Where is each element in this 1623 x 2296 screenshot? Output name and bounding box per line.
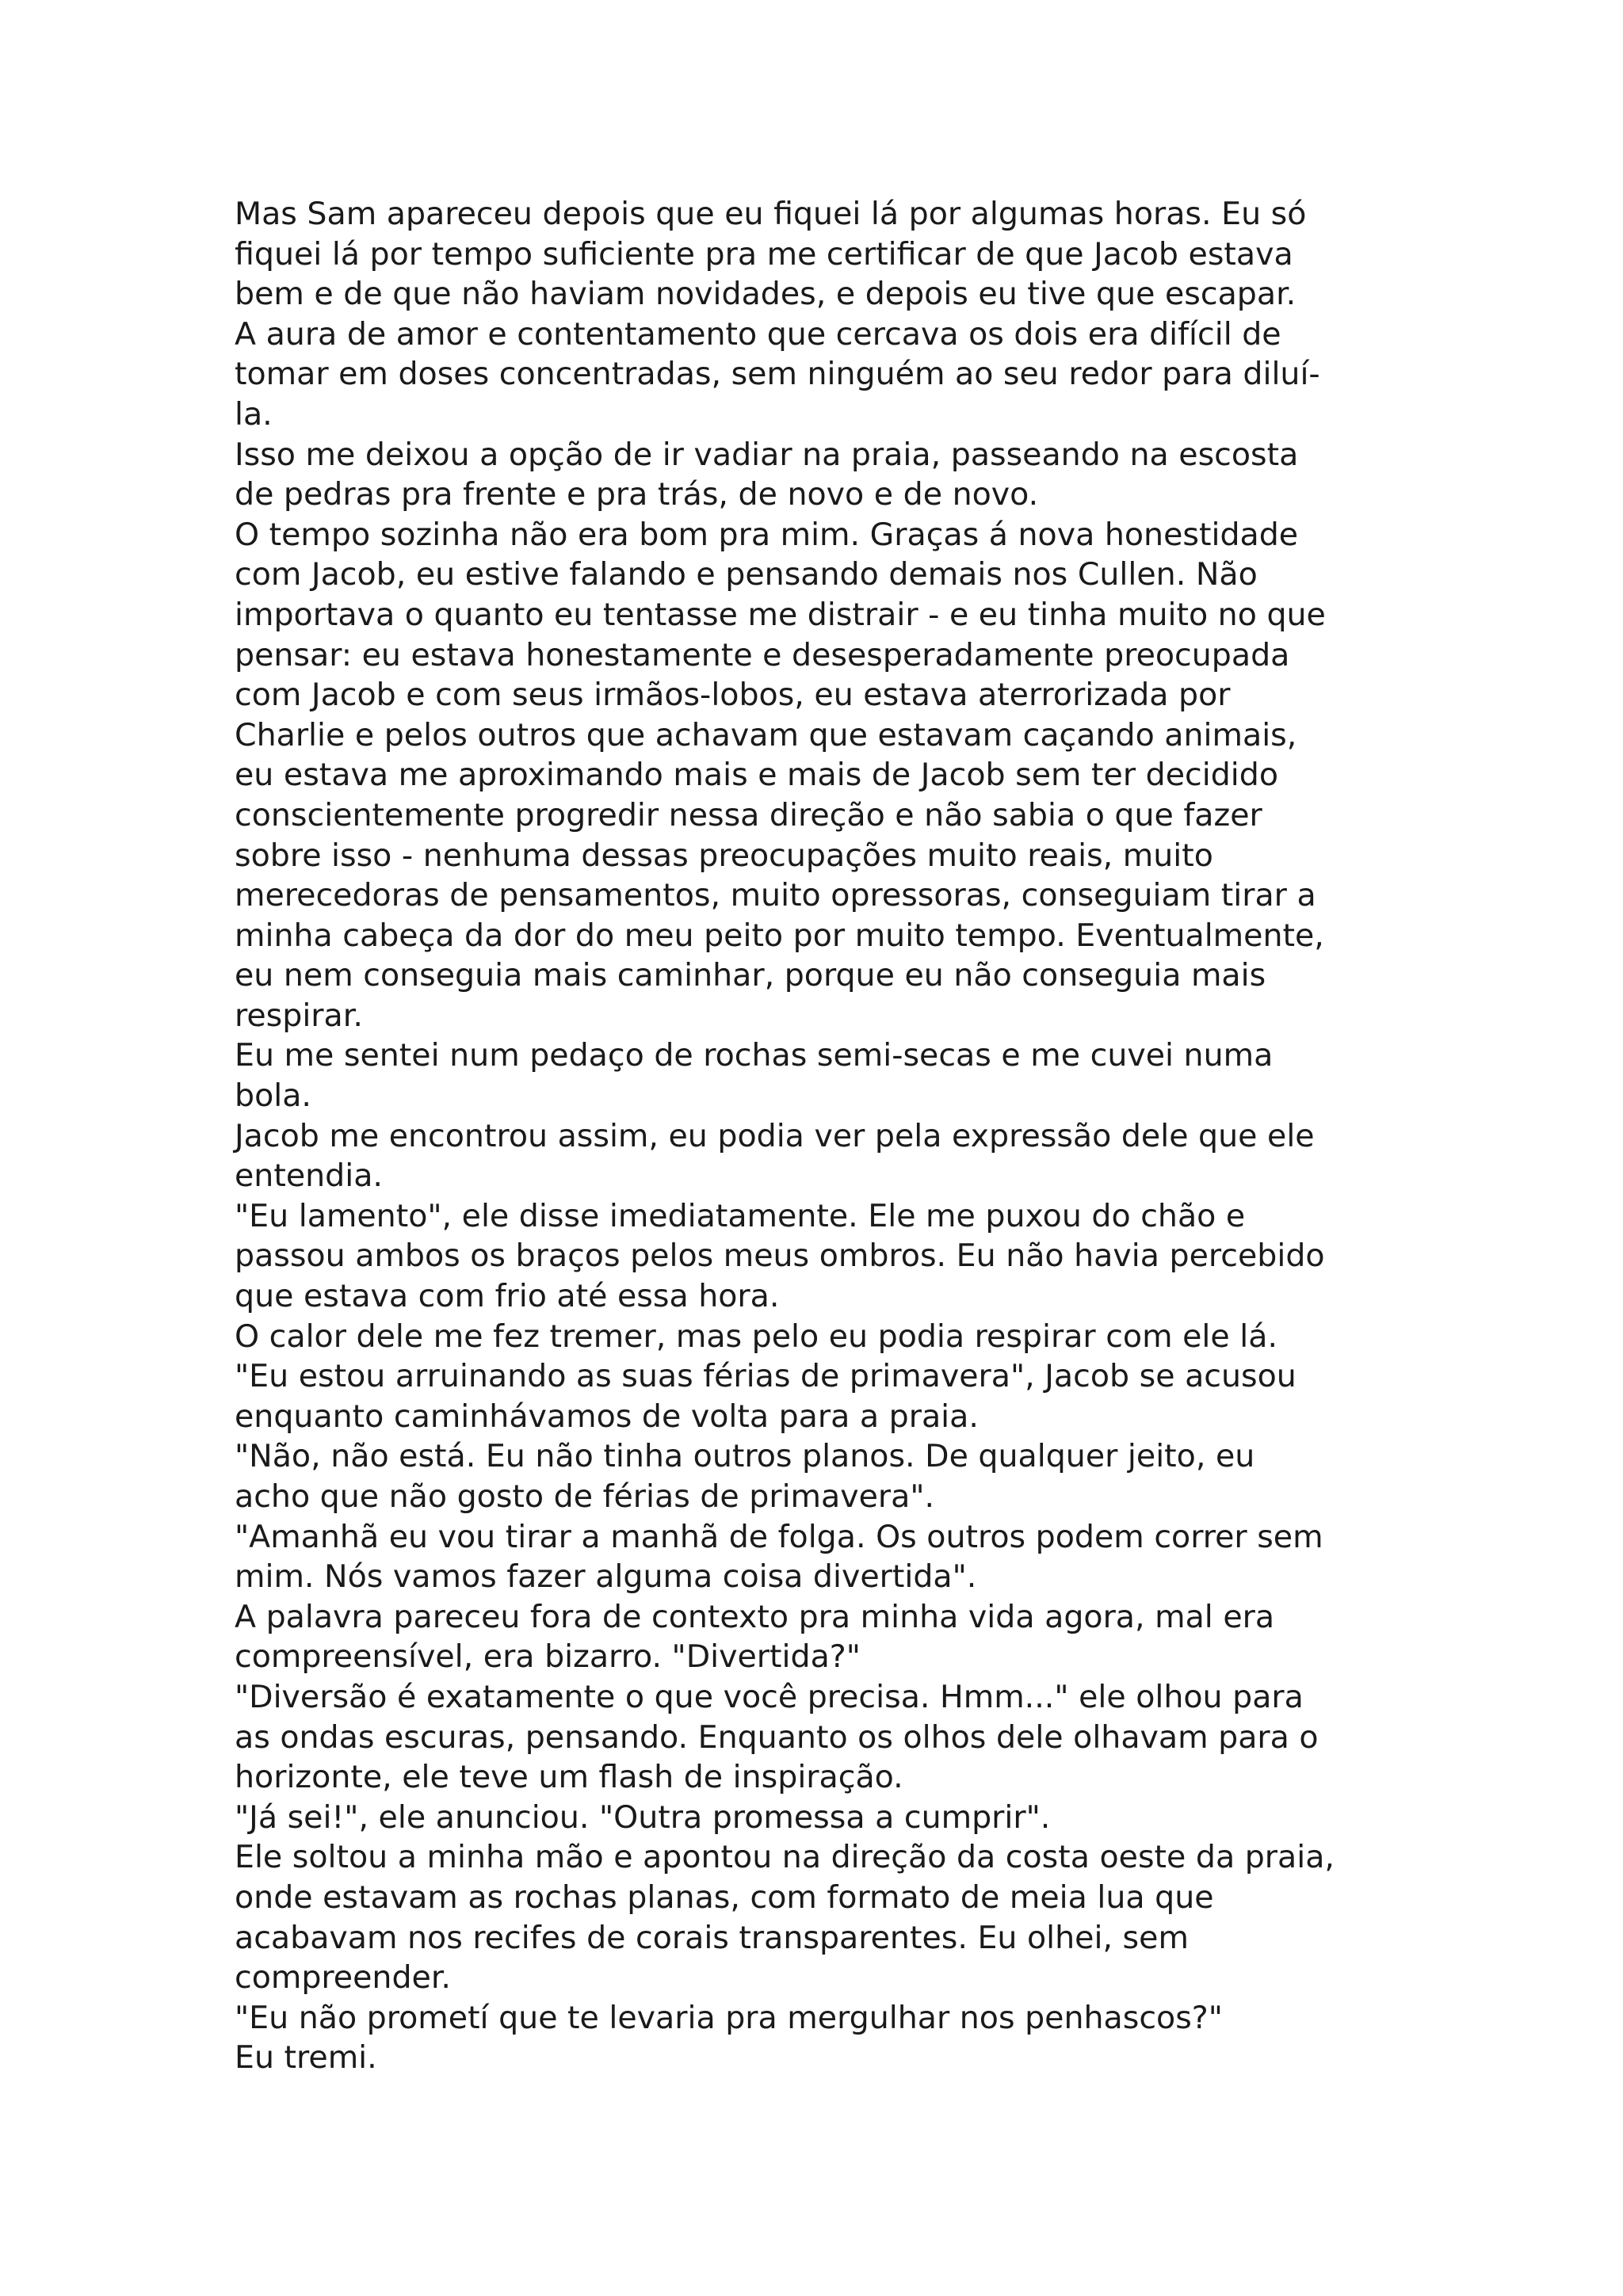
text-line: Isso me deixou a opção de ir vadiar na praia, passeando na escosta — [235, 436, 1299, 473]
text-line: Ele soltou a minha mão e apontou na direção da costa oeste da praia, — [235, 1839, 1335, 1876]
text-line: com Jacob, eu estive falando e pensando demais nos Cullen. Não — [235, 556, 1258, 593]
text-line: O calor dele me fez tremer, mas pelo eu podia respirar com ele lá. — [235, 1318, 1277, 1355]
text-line: Charlie e pelos outros que achavam que estavam caçando animais, — [235, 716, 1297, 753]
text-line: compreender. — [235, 1959, 451, 1997]
text-line: A aura de amor e contentamento que cercava os dois era difícil de — [235, 315, 1281, 353]
body-text — [235, 194, 1407, 2078]
text-line: "Não, não está. Eu não tinha outros planos. De qualquer jeito, eu — [235, 1438, 1255, 1475]
text-line: minha cabeça da dor do meu peito por muito tempo. Eventualmente, — [235, 917, 1324, 954]
text-line: acabavam nos recifes de corais transparentes. Eu olhei, sem — [235, 1919, 1189, 1956]
text-line: que estava com frio até essa hora. — [235, 1278, 780, 1315]
text-line: bem e de que não haviam novidades, e depois eu tive que escapar. — [235, 276, 1296, 313]
text-line: "Eu estou arruinando as suas férias de primavera", Jacob se acusou — [235, 1358, 1296, 1395]
text-line: pensar: eu estava honestamente e desesperadamente preocupada — [235, 636, 1290, 673]
text-line: compreensível, era bizarro. "Divertida?" — [235, 1638, 861, 1676]
text-line: fiquei lá por tempo suficiente pra me certificar de que Jacob estava — [235, 235, 1293, 273]
text-line: enquanto caminhávamos de volta para a praia. — [235, 1398, 979, 1435]
text-line: "Diversão é exatamente o que você precisa. Hmm..." ele olhou para — [235, 1678, 1304, 1715]
text-line: Eu me sentei num pedaço de rochas semi-secas e me cuvei numa — [235, 1037, 1274, 1074]
text-line: eu nem conseguia mais caminhar, porque eu não conseguia mais — [235, 957, 1266, 994]
text-line: as ondas escuras, pensando. Enquanto os olhos dele olhavam para o — [235, 1718, 1319, 1756]
text-line: eu estava me aproximando mais e mais de Jacob sem ter decidido — [235, 757, 1279, 794]
text-line: Eu tremi. — [235, 2039, 377, 2077]
text-line: respirar. — [235, 997, 363, 1034]
text-line: mim. Nós vamos fazer alguma coisa divertida". — [235, 1558, 977, 1596]
text-line: conscientemente progredir nessa direção e não sabia o que fazer — [235, 796, 1262, 833]
text-line: entendia. — [235, 1158, 383, 1195]
text-line: "Eu lamento", ele disse imediatamente. Ele me puxou do chão e — [235, 1197, 1246, 1234]
text-line: A palavra pareceu fora de contexto pra minha vida agora, mal era — [235, 1598, 1275, 1635]
text-line: de pedras pra frente e pra trás, de novo e de novo. — [235, 476, 1039, 513]
text-line: sobre isso - nenhuma dessas preocupações muito reais, muito — [235, 837, 1213, 874]
text-line: bola. — [235, 1077, 311, 1115]
text-line: merecedoras de pensamentos, muito opressoras, conseguiam tirar a — [235, 877, 1316, 914]
text-line: com Jacob e com seus irmãos-lobos, eu estava aterrorizada por — [235, 677, 1231, 714]
text-line: acho que não gosto de férias de primavera". — [235, 1478, 935, 1515]
text-line: importava o quanto eu tentasse me distrair - e eu tinha muito no que — [235, 596, 1326, 633]
text-line: la. — [235, 395, 273, 433]
text-line: O tempo sozinha não era bom pra mim. Graças á nova honestidade — [235, 516, 1299, 553]
text-line: Jacob me encontrou assim, eu podia ver pela expressão dele que ele — [235, 1117, 1315, 1154]
text-line: horizonte, ele teve um flash de inspiração. — [235, 1759, 903, 1796]
text-line: passou ambos os braços pelos meus ombros. Eu não havia percebido — [235, 1238, 1325, 1275]
text-line: Mas Sam apareceu depois que eu fiquei lá por algumas horas. Eu só — [235, 196, 1307, 232]
text-line: onde estavam as rochas planas, com formato de meia lua que — [235, 1878, 1214, 1916]
text-line: "Eu não prometí que te levaria pra mergulhar nos penhascos?" — [235, 1999, 1223, 2036]
text-line: "Já sei!", ele anunciou. "Outra promessa a cumprir". — [235, 1798, 1051, 1836]
text-line: tomar em doses concentradas, sem ninguém ao seu redor para diluí- — [235, 356, 1320, 393]
text-line: "Amanhã eu vou tirar a manhã de folga. Os outros podem correr sem — [235, 1518, 1323, 1555]
